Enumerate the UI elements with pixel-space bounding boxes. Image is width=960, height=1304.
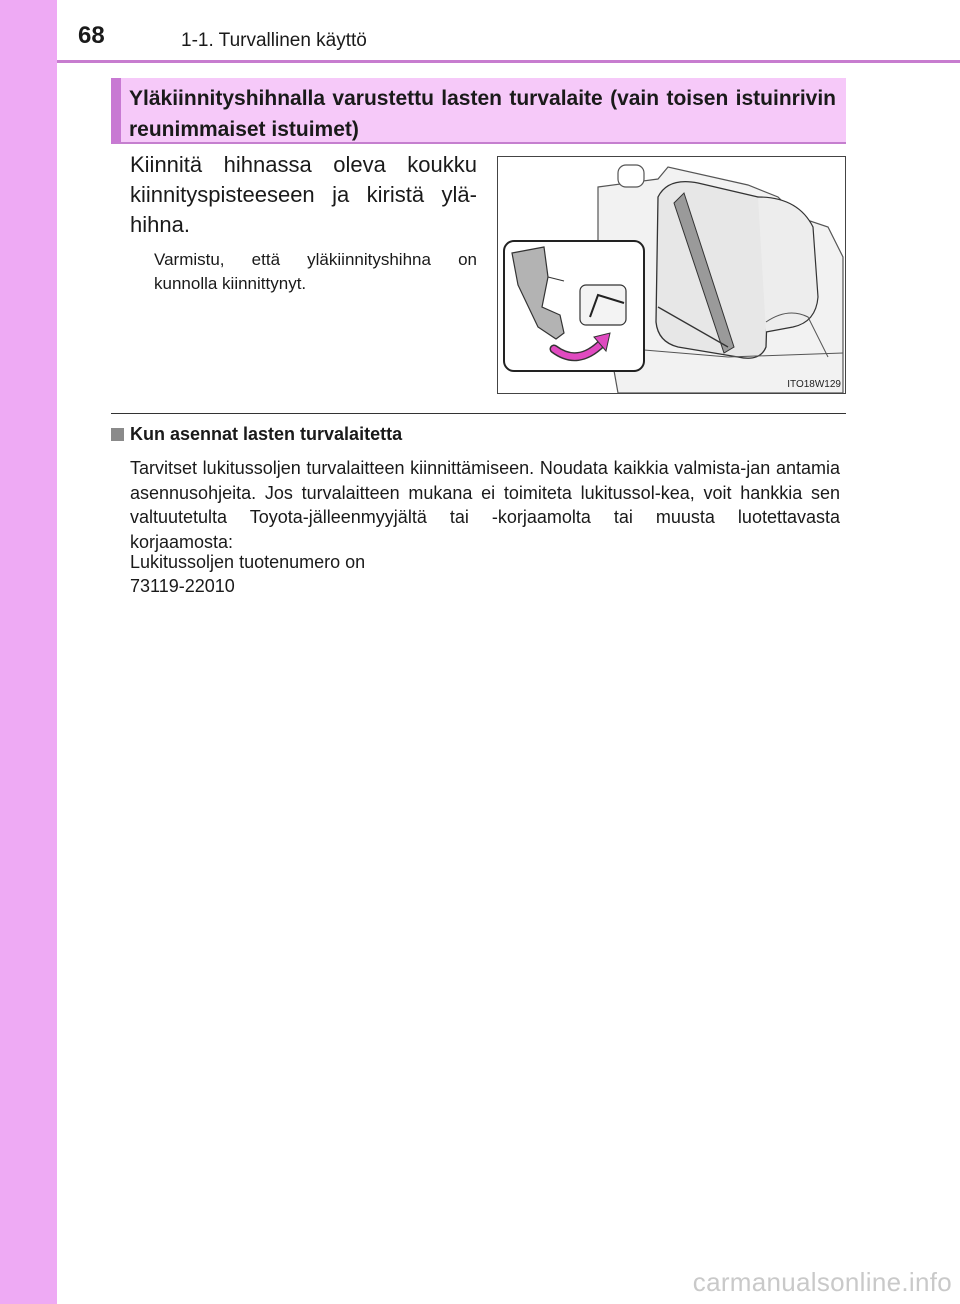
square-bullet-icon [111, 428, 124, 441]
info-heading-text: Kun asennat lasten turvalaitetta [130, 424, 403, 444]
info-paragraph: Tarvitset lukitussoljen turvalaitteen kiinnittämiseen. Noudata kaikkia valmista-jan antamia asennusohjeita. Jos turvalaitteen mukana ei toimiteta lukitussol-kea, voit hankkia sen valtuutetulta Toyota-jälleenmyyjältä tai -korjaamolta tai muusta luotettavasta korjaamosta: [130, 458, 840, 552]
figure-code: ITO18W129 [787, 379, 841, 390]
part-number-label: Lukitussoljen tuotenumero on [130, 552, 366, 572]
child-seat-illustration [497, 156, 846, 394]
box-heading: Yläkiinnityshihnalla varustettu lasten turvalaite (vain toisen istuinrivin reunimmaiset istuimet) [111, 78, 846, 144]
watermark: carmanualsonline.info [692, 1267, 952, 1297]
seat-tether-drawing [498, 157, 845, 393]
section-title: 1-1. Turvallinen käyttö [181, 30, 367, 51]
step-text: Kiinnitä hihnassa oleva koukku kiinnityspisteeseen ja kiristä ylä-hihna. [130, 152, 477, 237]
header-rule [57, 60, 960, 63]
section-divider [111, 413, 846, 414]
side-color-bar [0, 0, 57, 1304]
step-note: Varmistu, että yläkiinnityshihna on kunnolla kiinnittynyt. [154, 250, 477, 293]
page-number: 68 [78, 22, 105, 49]
info-heading [111, 424, 402, 445]
part-number: 73119-22010 [130, 576, 235, 596]
